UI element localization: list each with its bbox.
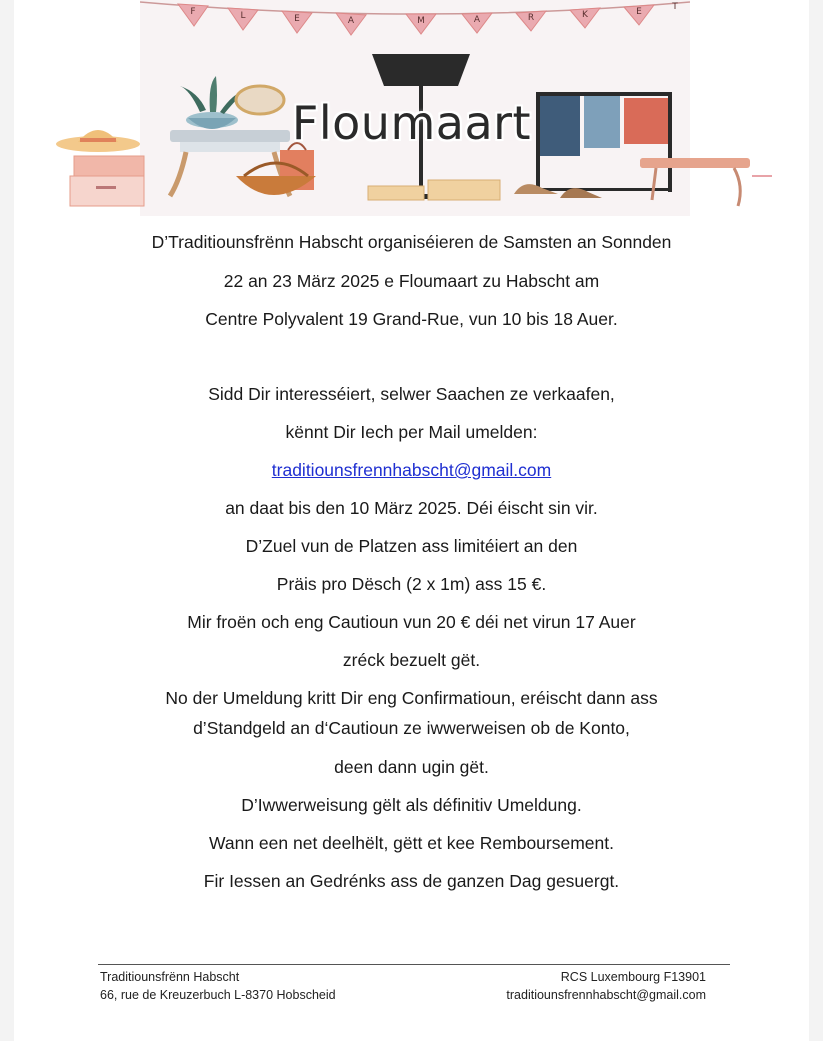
small-table — [640, 158, 690, 168]
svg-text:A: A — [473, 15, 481, 25]
details-line-2: D’Zuel vun de Platzen ass limitéiert an den — [245, 536, 578, 556]
email-link[interactable]: traditiounsfrennhabscht@gmail.com — [271, 460, 552, 480]
details-line-9: D’Iwwerweisung gëlt als définitiv Umeldung. — [241, 795, 582, 815]
footer-email: traditiounsfrennhabscht@gmail.com — [506, 988, 706, 1002]
details-line-11: Fir Iessen an Gedrénks ass de ganzen Dag gesuergt. — [203, 871, 620, 891]
svg-text:L: L — [240, 11, 246, 21]
signup-line-1: Sidd Dir interesséiert, selwer Saachen ze verkaafen, — [208, 384, 615, 404]
details-line-10: Wann een net deelhëlt, gëtt et kee Remboursement. — [208, 833, 614, 853]
wooden-crates — [368, 180, 500, 200]
details-line-1: an daat bis den 10 März 2025. Déi éischt sin vir. — [225, 498, 598, 518]
svg-text:E: E — [294, 14, 300, 24]
footer-divider — [98, 964, 730, 965]
svg-text:T: T — [672, 2, 678, 12]
email-line — [0, 459, 823, 481]
intro-line-1: D’Traditiounsfrënn Habscht organiséieren de Samsten an Sonnden — [151, 232, 672, 252]
details-line-4: Mir froën och eng Cautioun vun 20 € déi net virun 17 Auer — [187, 612, 636, 632]
shoes — [514, 184, 602, 198]
footer-org-name: Traditiounsfrënn Habscht — [100, 970, 240, 984]
svg-text:K: K — [582, 10, 588, 20]
svg-text:A: A — [347, 16, 355, 26]
details-line-5: zréck bezuelt gët. — [342, 650, 481, 670]
intro-line-2: 22 an 23 März 2025 e Floumaart zu Habscht am — [223, 271, 600, 291]
footer-rcs: RCS Luxembourg F13901 — [560, 970, 706, 984]
svg-text:M: M — [417, 16, 425, 26]
storage-boxes — [70, 156, 144, 206]
details-line-8: deen dann ugin gët. — [334, 757, 489, 777]
details-line-6: No der Umeldung kritt Dir eng Confirmatioun, eréischt dann ass — [165, 688, 658, 708]
details-line-3: Präis pro Dësch (2 x 1m) ass 15 €. — [276, 574, 547, 594]
details-line-7: d’Standgeld an d‘Cautioun ze iwwerweisen ob de Konto, — [193, 718, 630, 738]
page-title: Floumaart — [291, 96, 532, 150]
bunting-string — [140, 2, 690, 14]
svg-text:E: E — [636, 7, 642, 17]
footer-address: 66, rue de Kreuzerbuch L-8370 Hobscheid — [100, 988, 336, 1002]
svg-text:F: F — [190, 7, 196, 17]
signup-line-2: kënnt Dir Iech per Mail umelden: — [285, 422, 538, 442]
svg-text:R: R — [527, 13, 535, 23]
intro-line-3: Centre Polyvalent 19 Grand-Rue, vun 10 bis 18 Auer. — [205, 309, 618, 329]
